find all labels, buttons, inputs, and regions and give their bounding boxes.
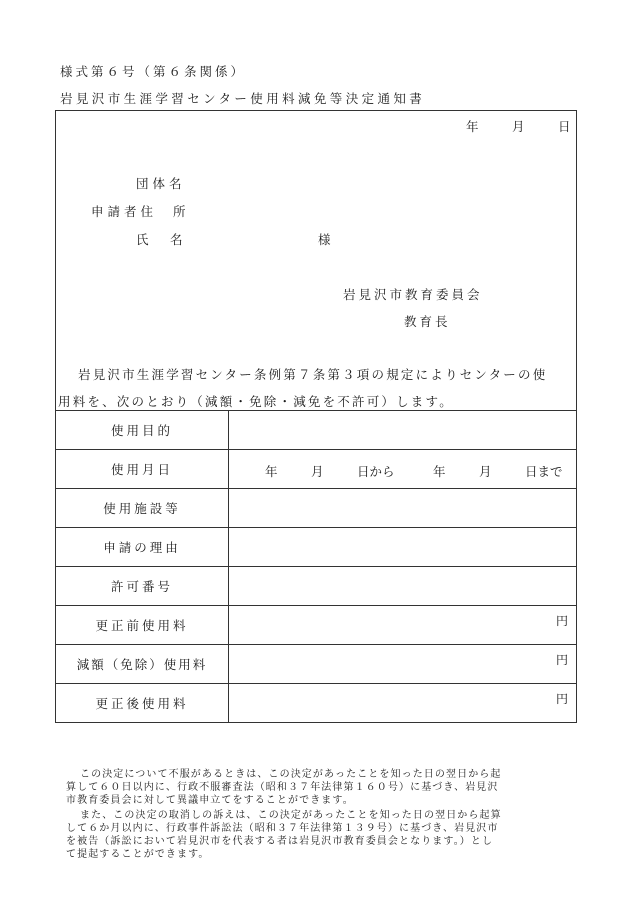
yen-unit: 円 <box>555 692 568 706</box>
date-day: 日 <box>558 119 571 134</box>
address-label-b: 所 <box>173 204 190 219</box>
issuer-board: 岩見沢市教育委員会 <box>343 287 483 302</box>
yen-unit: 円 <box>555 653 568 667</box>
date-month: 月 <box>512 119 525 134</box>
fee-before-value <box>229 606 577 645</box>
document-title: 岩見沢市生涯学習センター使用料減免等決定通知書 <box>60 91 426 106</box>
notice-line: して６か月以内に、行政事件訴訟法（昭和３７年法律第１３９号）に基づき、岩見沢市 <box>66 823 499 834</box>
row-label: 使用月日 <box>56 450 229 489</box>
form-number: 様式第６号（第６条関係） <box>60 64 247 79</box>
body-line-2: 用料を、次のとおり（減額・免除・減免を不許可）します。 <box>58 394 454 409</box>
notice-line: また、この決定の取消しの訴えは、この決定があったことを知った日の翌日から起算 <box>80 810 502 821</box>
body-line-1: 岩見沢市生涯学習センター条例第７条第３項の規定によりセンターの使 <box>78 367 548 382</box>
reason-value <box>229 528 577 567</box>
details-table <box>55 410 577 723</box>
table-row <box>56 645 577 684</box>
honorific: 様 <box>318 232 331 247</box>
permit-number-value <box>229 567 577 606</box>
period-day-1: 日から <box>357 464 395 479</box>
table-row <box>56 411 577 450</box>
name-label-a: 氏 <box>136 232 153 247</box>
fee-after-value <box>229 684 577 723</box>
applicant-address-label <box>91 202 190 220</box>
purpose-value <box>229 411 577 450</box>
yen-unit: 円 <box>555 614 568 628</box>
period-value <box>229 450 577 489</box>
row-label: 申請の理由 <box>56 528 229 567</box>
notice-line: この決定について不服があるときは、この決定があったことを知った日の翌日から起 <box>80 769 502 780</box>
notice-line: 算して６０日以内に、行政不服審査法（昭和３７年法律第１６０号）に基づき、岩見沢 <box>66 782 499 793</box>
issuer-title: 教育長 <box>404 314 451 329</box>
row-label: 許可番号 <box>56 567 229 606</box>
address-label-a: 申請者住 <box>91 204 158 219</box>
table-row <box>56 450 577 489</box>
period-month-2: 月 <box>479 464 492 479</box>
table-row <box>56 684 577 723</box>
notice-line: を被告（訴訟において岩見沢市を代表する者は岩見沢市教育委員会となります。）とし <box>66 836 494 847</box>
org-name-label: 団体名 <box>136 176 186 191</box>
date-year: 年 <box>466 119 479 134</box>
period-year-1: 年 <box>265 464 278 479</box>
period-year-2: 年 <box>433 464 446 479</box>
row-label: 使用施設等 <box>56 489 229 528</box>
table-row <box>56 606 577 645</box>
table-row <box>56 489 577 528</box>
notice-line: て提起することができます。 <box>66 849 210 860</box>
period-day-2: 日まで <box>525 464 563 479</box>
row-label: 減額（免除）使用料 <box>56 645 229 684</box>
row-label: 更正前使用料 <box>56 606 229 645</box>
row-label: 使用目的 <box>56 411 229 450</box>
period-month-1: 月 <box>311 464 324 479</box>
reduced-fee-value <box>229 645 577 684</box>
row-label: 更正後使用料 <box>56 684 229 723</box>
notice-line: 市教育委員会に対して異議申立てをすることができます。 <box>66 795 354 806</box>
table-row <box>56 567 577 606</box>
name-label-b: 名 <box>170 232 187 247</box>
table-row <box>56 528 577 567</box>
facility-value <box>229 489 577 528</box>
